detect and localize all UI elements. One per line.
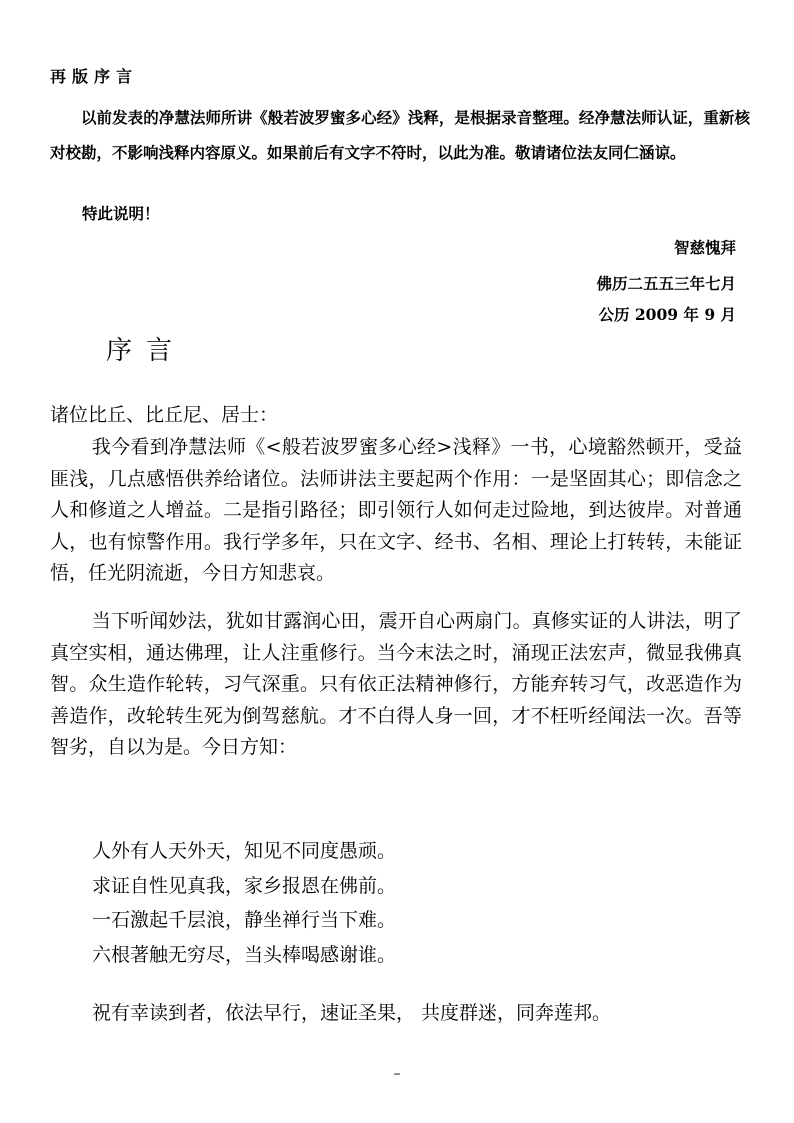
- reprint-preface-paragraph: 以前发表的净慧法师所讲《般若波罗蜜多心经》浅释，是根据录音整理。经净慧法师认证，重新核对校勘，不影响浅释内容原义。如果前后有文字不符时，以此为准。敬请诸位法友同仁涵谅。: [50, 108, 750, 162]
- closing-blessing: 祝有幸读到者，依法早行，速证圣果， 共度群迷，同奔莲邦。: [92, 1002, 612, 1024]
- poem-line: 一石激起千层浪，静坐禅行当下难。: [92, 909, 397, 931]
- paragraph-text: 我今看到净慧法师《<般若波罗蜜多心经>浅释》一书，心境豁然顿开，受益匪浅，几点感悟供养给诸位。法师讲法主要起两个作用：一是坚固其心；即信念之人和修道之人增益。二是指引路径；即引领行人如何走过险地，到达彼岸。对普通人，也有惊警作用。我行学多年，只在文字、经书、名相、理论上打转转，未能证悟，任光阴流逝，今日方知悲哀。: [50, 436, 742, 585]
- date-buddhist-calendar: 佛历二五五三年七月: [596, 274, 736, 293]
- poem-line: 求证自性见真我，家乡报恩在佛前。: [92, 874, 397, 897]
- preface-paragraph-2: [50, 606, 742, 764]
- preface-paragraph-1: [50, 432, 742, 590]
- signature: 智慈愧拜: [673, 238, 736, 257]
- poem-line: 六根著触无穷尽，当头棒喝感谢谁。: [92, 943, 397, 966]
- date-common-calendar: 公历 2009 年 9 月: [598, 305, 736, 324]
- reprint-preface-note: 特此说明！: [82, 204, 160, 223]
- poem: [92, 834, 396, 972]
- paragraph-text: 当下听闻妙法，犹如甘露润心田，震开自心两扇门。真修实证的人讲法，明了真空实相，通达佛理，让人注重修行。当今末法之时，涌现正法宏声，微显我佛真智。众生造作轮转，习气深重。只有依正法精神修行，方能弃转习气，改恶造作为善造作，改轮转生死为倒驾慈航。才不白得人身一回，才不枉听经闻法一次。吾等智劣，自以为是。今日方知：: [50, 610, 742, 759]
- salutation: 诸位比丘、比丘尼、居士：: [50, 404, 279, 426]
- reprint-preface-body: [50, 100, 750, 170]
- preface-title: 序言: [106, 336, 187, 366]
- poem-line: 人外有人天外天，知见不同度愚顽。: [92, 840, 397, 862]
- reprint-preface-title: 再版序言: [50, 67, 139, 86]
- page-number: –: [393, 1066, 401, 1082]
